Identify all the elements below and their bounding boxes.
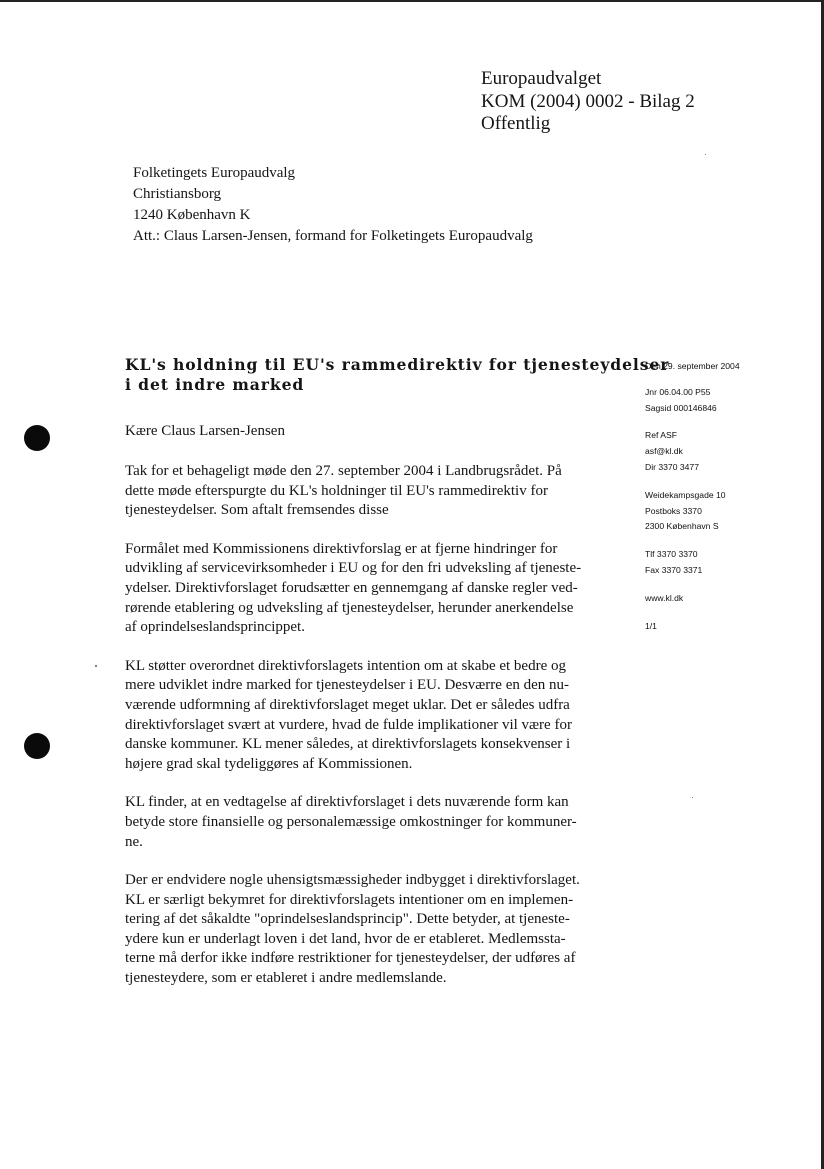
- text-line: ydelser. Direktivforslaget forudsætter en gennemgang af danske regler ved-: [125, 579, 578, 596]
- subject-line: i det indre marked: [125, 375, 305, 394]
- text-line: KL støtter overordnet direktivforslagets intention om at skabe et bedre og: [125, 657, 566, 674]
- paragraph-costs: [125, 793, 610, 852]
- phone-number: Tlf 3370 3370: [645, 549, 698, 560]
- text-line: højere grad skal tydeliggøres af Kommissionen.: [125, 755, 413, 772]
- text-line: tjenesteydelser. Som aftalt fremsendes disse: [125, 502, 389, 519]
- case-id: Sagsid 000146846: [645, 402, 717, 413]
- website: www.kl.dk: [645, 592, 684, 603]
- text-line: dette møde efterspurgte du KL's holdninger til EU's rammedirektiv for: [125, 482, 548, 499]
- text-line: direktivforslaget svært at vurdere, hvad de fulde implikationer vil være for: [125, 716, 572, 733]
- paragraph-support: [125, 657, 610, 775]
- scan-speck: [692, 797, 693, 798]
- recipient-postcode-city: 1240 København K: [133, 207, 251, 223]
- paragraph-origin-principle: [125, 871, 610, 989]
- text-line: tjenesteydere, som er etableret i andre medlemslande.: [125, 970, 447, 987]
- direct-phone: Dir 3370 3477: [645, 461, 699, 472]
- scan-top-edge: [0, 0, 824, 2]
- text-line: ydere kun er underlagt loven i det land, hvor de er etableret. Medlemssta-: [125, 930, 566, 947]
- document-reference: KOM (2004) 0002 - Bilag 2: [481, 90, 695, 112]
- paragraph-purpose: [125, 540, 610, 638]
- letter-date: Den 29. september 2004: [645, 361, 740, 371]
- sender-email: asf@kl.dk: [645, 446, 683, 457]
- fax-number: Fax 3370 3371: [645, 564, 703, 575]
- sender-info-sidebar: [645, 359, 740, 634]
- text-line: danske kommuner. KL mener således, at direktivforslagets konsekvenser i: [125, 736, 571, 753]
- text-line: tering af det såkaldte "oprindelseslandsprincip". Dette betyder, at tjeneste-: [125, 911, 570, 928]
- document-header-stamp: [481, 68, 695, 136]
- scan-speck: [705, 154, 706, 155]
- recipient-attention: Att.: Claus Larsen-Jensen, formand for Folketingets Europaudvalg: [133, 228, 533, 244]
- text-line: mere udviklet indre marked for tjenesteydelser i EU. Desværre en den nu-: [125, 677, 570, 694]
- text-line: rørende etablering og udveksling af tjenesteydelser, herunder anerkendelse: [125, 599, 574, 616]
- text-line: terne må derfor ikke indføre restriktioner for tjenesteydelser, der udføres af: [125, 950, 576, 967]
- text-line: værende udformning af direktivforslaget meget uklar. Det er således udfra: [125, 696, 570, 713]
- recipient-address: [133, 163, 533, 247]
- paragraph-meeting: [125, 462, 610, 521]
- text-line: Der er endvidere nogle uhensigtsmæssigheder indbygget i direktivforslaget.: [125, 872, 580, 889]
- text-line: Tak for et behageligt møde den 27. september 2004 i Landbrugsrådet. På: [125, 463, 562, 479]
- letter-body: [125, 421, 610, 1008]
- punch-hole-top: [24, 425, 50, 451]
- postbox: Postboks 3370: [645, 505, 702, 516]
- recipient-building: Christiansborg: [133, 186, 222, 202]
- text-line: Formålet med Kommissionens direktivforslag er at fjerne hindringer for: [125, 540, 558, 557]
- punch-hole-bottom: [24, 733, 50, 759]
- scan-speck: [95, 665, 97, 667]
- text-line: betyde store finansielle og personalemæssige omkostninger for kommuner-: [125, 813, 577, 830]
- text-line: udvikling af servicevirksomheder i EU og for den fri udveksling af tjeneste-: [125, 560, 582, 577]
- letter-subject: [125, 355, 670, 395]
- journal-number: Jnr 06.04.00 P55: [645, 386, 711, 397]
- text-line: af oprindelseslandsprincippet.: [125, 619, 305, 636]
- page-number: 1/1: [645, 620, 657, 631]
- text-line: ne.: [125, 833, 143, 850]
- classification: Offentlig: [481, 113, 551, 134]
- postcode-city: 2300 København S: [645, 521, 719, 532]
- recipient-organization: Folketingets Europaudvalg: [133, 165, 296, 181]
- subject-line: KL's holdning til EU's rammedirektiv for tjenesteydelser: [125, 355, 670, 374]
- reference-initials: Ref ASF: [645, 430, 677, 441]
- committee-name: Europaudvalget: [481, 68, 602, 89]
- street-address: Weidekampsgade 10: [645, 489, 726, 500]
- text-line: KL finder, at en vedtagelse af direktivforslaget i dets nuværende form kan: [125, 794, 569, 811]
- salutation: Kære Claus Larsen-Jensen: [125, 423, 285, 439]
- text-line: KL er særligt bekymret for direktivforslagets intentioner om en implemen-: [125, 891, 574, 908]
